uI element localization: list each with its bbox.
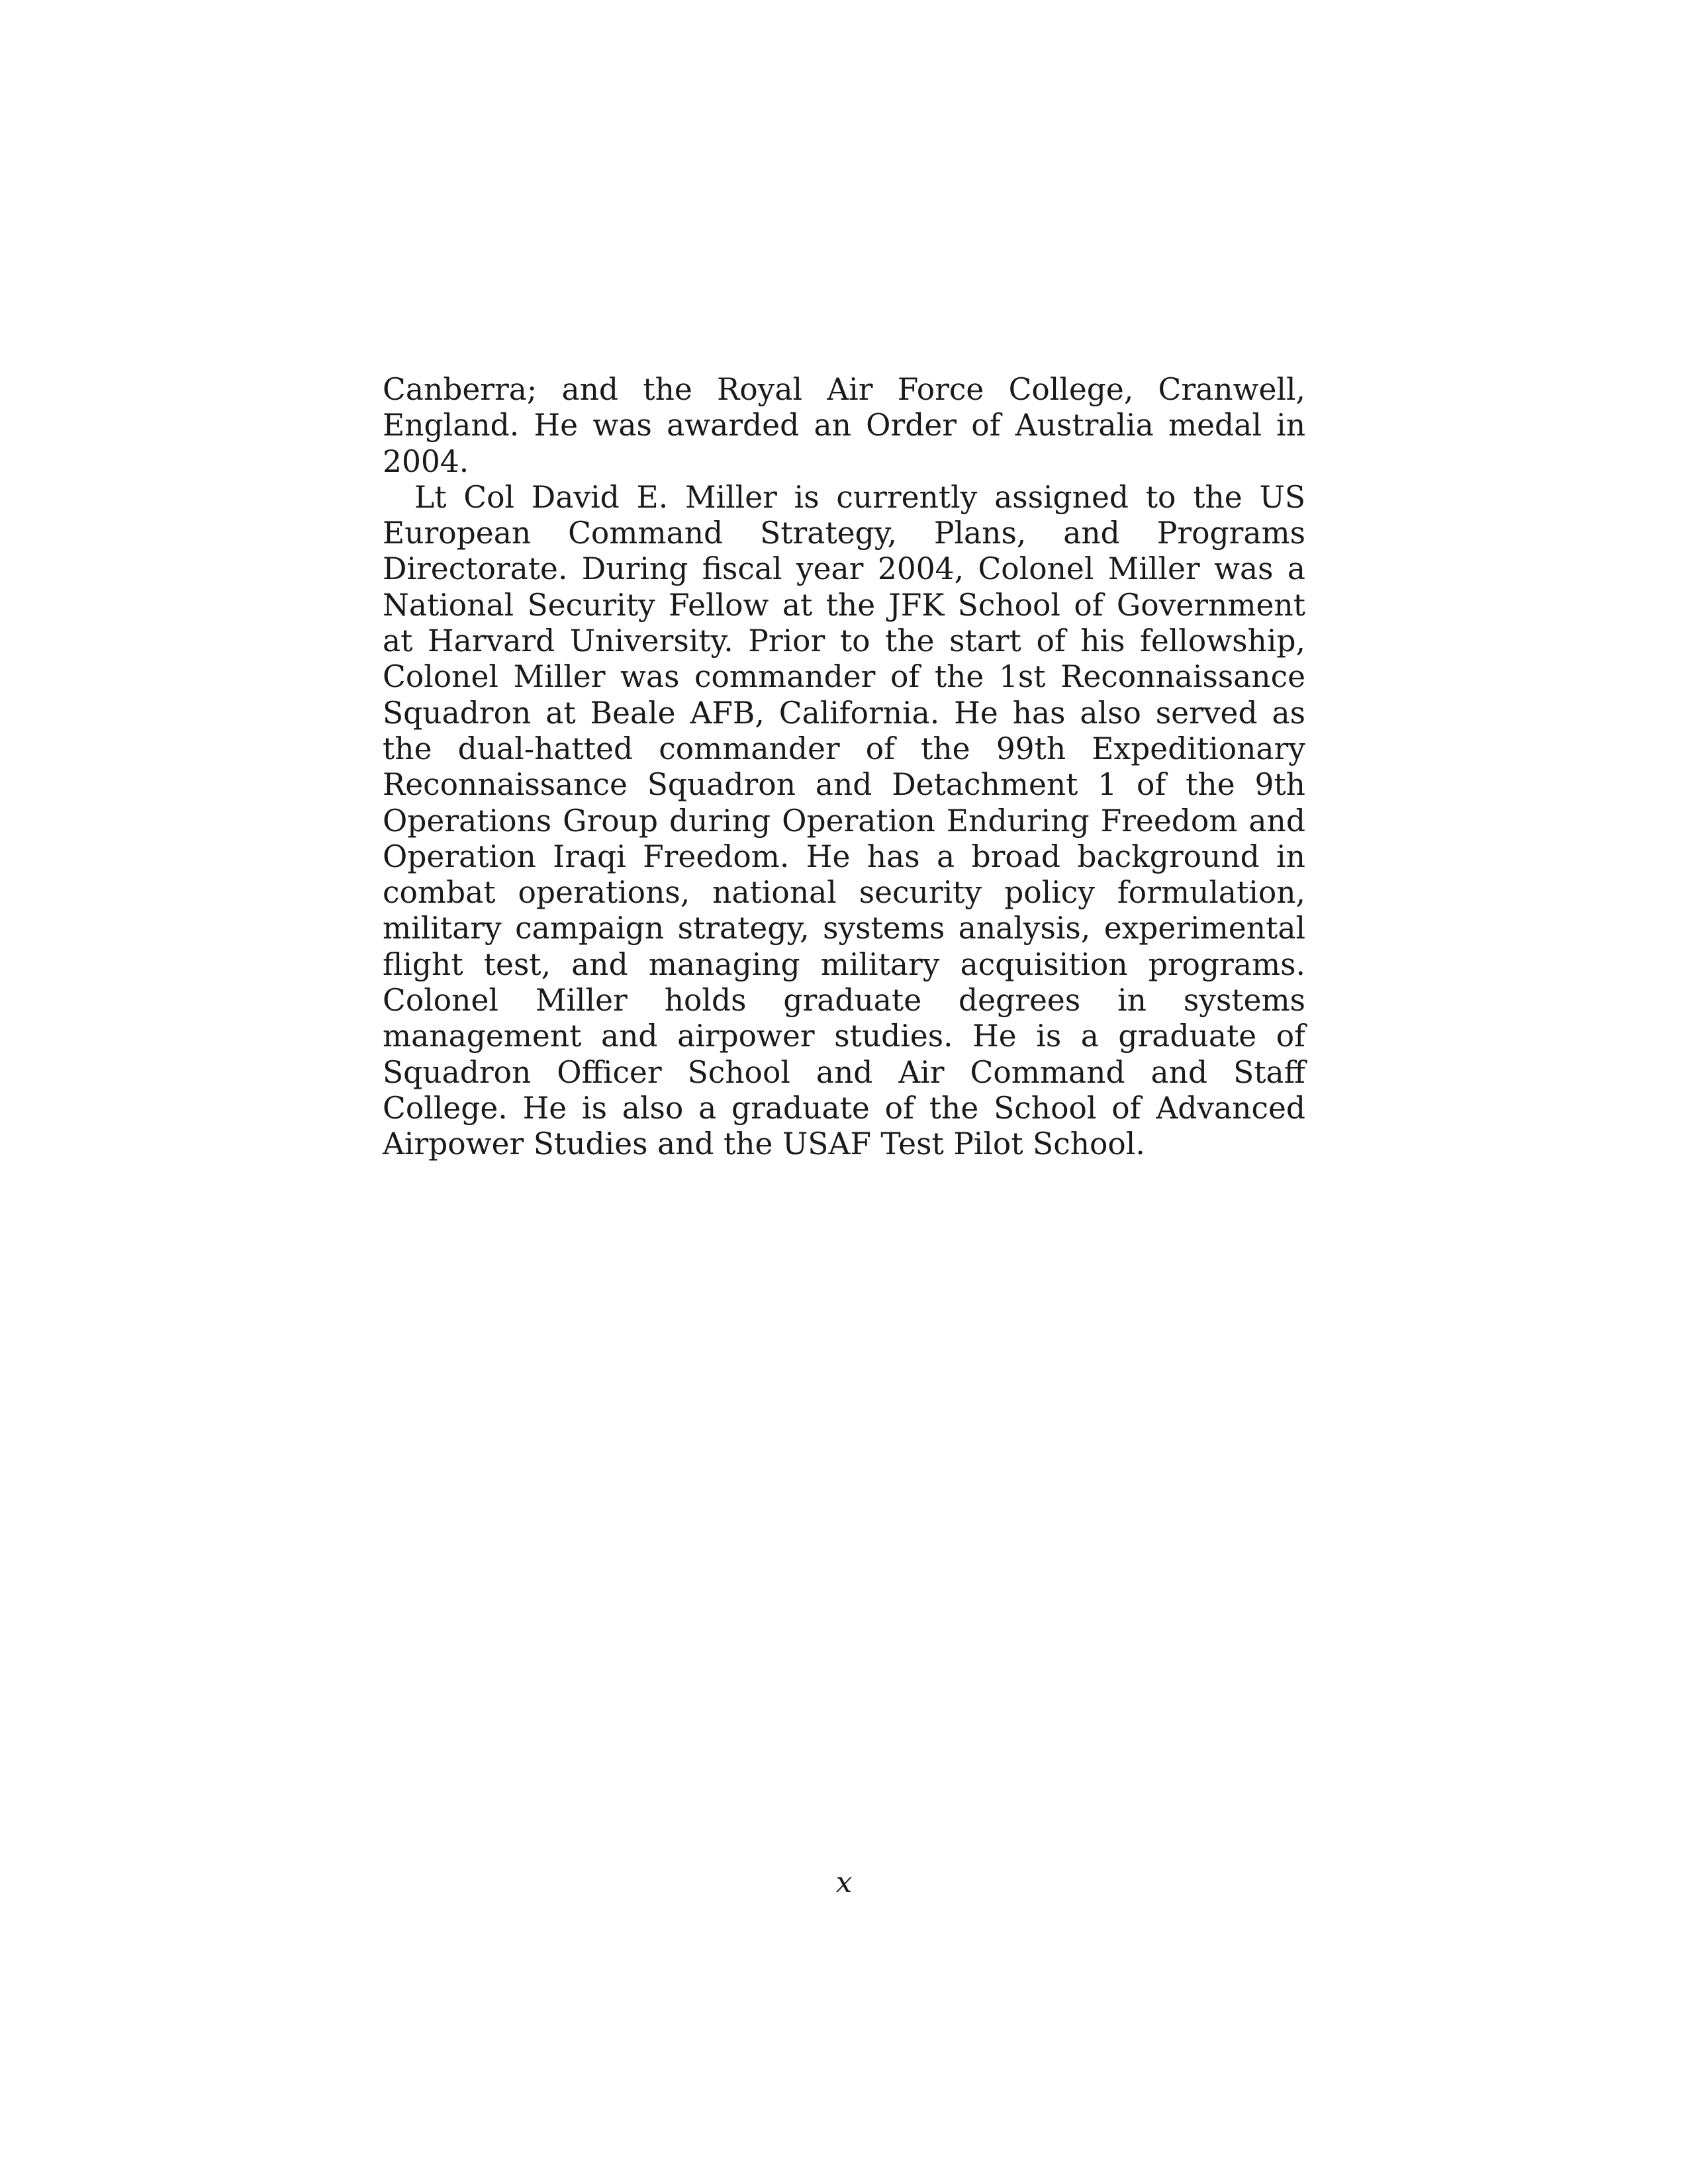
page-number: x [835,1866,853,1899]
paragraph-miller-bio: Lt Col David E. Miller is currently assigned to the US European Command Strategy, Plans, and Programs Directorate. During fiscal year 2004, Colonel Miller was a National Security Fellow at the JFK School of Government at Harvard University. Prior to the start of his fellowship, Colonel Miller was commander of the 1st Reconnaissance Squadron at Beale AFB, California. He has also served as the dual-hatted commander of the 99th Expeditionary Reconnaissance Squadron and Detachment 1 of the 9th Operations Group during Operation Enduring Freedom and Operation Iraqi Freedom. He has a broad background in combat operations, national security policy formulation, military campaign strategy, systems analysis, experimental flight test, and managing military acquisition programs. Colonel Miller holds graduate degrees in systems management and airpower studies. He is a graduate of Squadron Officer School and Air Command and Staff College. He is also a graduate of the School of Advanced Airpower Studies and the USAF Test Pilot School. [383,479,1305,1162]
body-text [383,372,1305,1163]
paragraph-continued: Canberra; and the Royal Air Force College, Cranwell, England. He was awarded an Order of Australia medal in 2004. [383,372,1305,479]
